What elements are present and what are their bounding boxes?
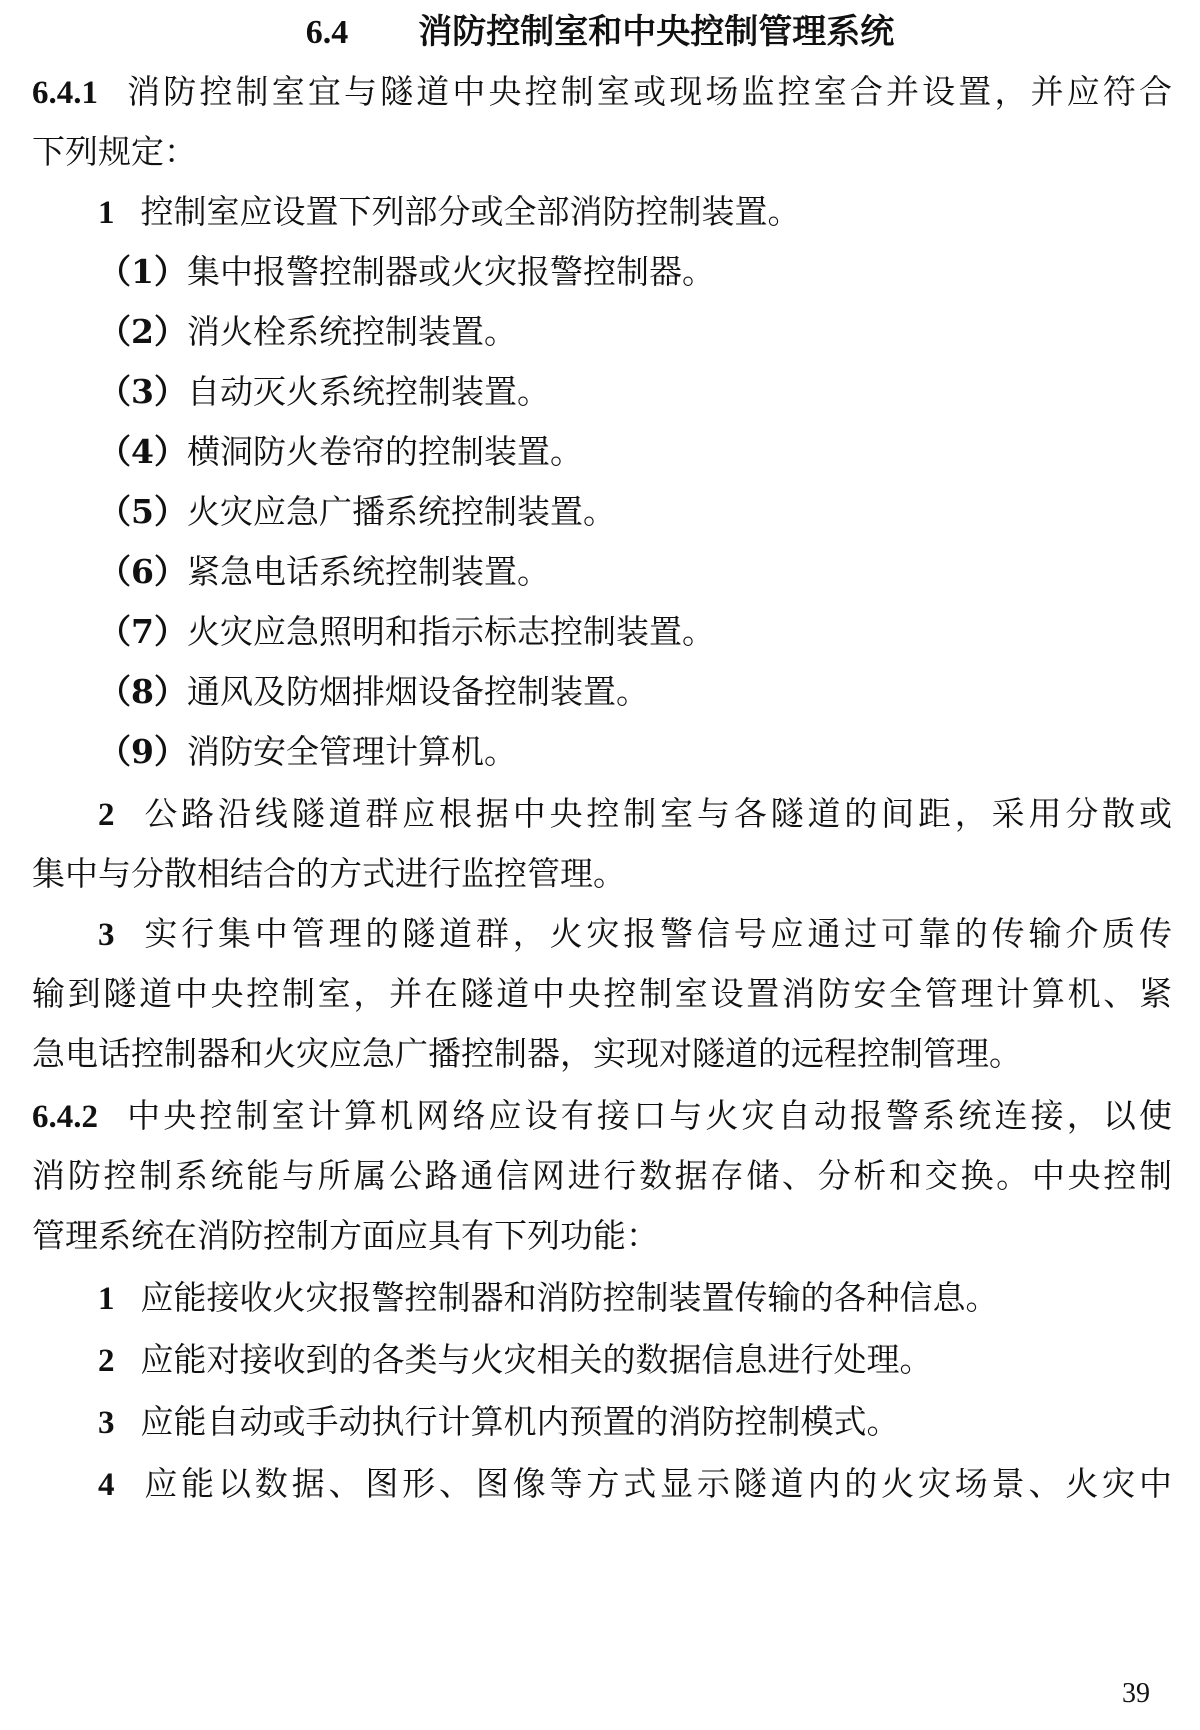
subitem-number: （3） [98,372,187,411]
subitem-7 [98,602,1200,662]
subitem-2 [98,302,1200,362]
subitem-number: （4） [98,432,187,471]
section-number: 6.4 [305,14,349,51]
subitem-text: 消防安全管理计算机。 [186,732,517,771]
item-number: 3 [98,1405,115,1441]
clause-text: 中央控制室计算机网络应设有接口与火灾自动报警系统连接，以使 [124,1096,1172,1135]
item-number: 2 [98,797,115,833]
clause-number: 6.4.1 [32,75,98,111]
item-1 [98,182,1172,242]
subitem-text: 紧急电话系统控制装置。 [186,552,550,591]
subitem-text: 集中报警控制器或火灾报警控制器。 [186,252,715,291]
clause-641-line-1 [32,62,1172,122]
item-text: 应能接收火灾报警控制器和消防控制装置传输的各种信息。 [140,1278,999,1317]
item-number: 1 [98,195,115,231]
function-item-2 [98,1330,1172,1390]
item-text: 公路沿线隧道群应根据中央控制室与各隧道的间距，采用分散或 [140,794,1172,833]
clause-number: 6.4.2 [32,1099,98,1135]
item-text: 实行集中管理的隧道群，火灾报警信号应通过可靠的传输介质传 [140,914,1172,953]
subitem-text: 消火栓系统控制装置。 [186,312,517,351]
subitem-6 [98,542,1200,602]
item-2-line-1 [98,784,1172,844]
section-heading [0,2,1200,63]
clause-642-line-2: 消防控制系统能与所属公路通信网进行数据存储、分析和交换。中央控制 [32,1156,1172,1195]
subitem-number: （1） [98,252,187,291]
subitem-text: 火灾应急照明和指示标志控制装置。 [186,612,715,651]
subitem-1 [98,242,1200,302]
item-text: 控制室应设置下列部分或全部消防控制装置。 [140,192,801,231]
item-3-line-1 [98,904,1172,964]
function-item-3 [98,1392,1172,1452]
item-number: 4 [98,1467,115,1503]
subitem-number: （8） [98,672,187,711]
subitem-8 [98,662,1200,722]
clause-642-line-1 [32,1086,1172,1146]
subitem-number: （6） [98,552,187,591]
subitem-number: （5） [98,492,187,531]
item-text: 应能以数据、图形、图像等方式显示隧道内的火灾场景、火灾中 [140,1464,1172,1503]
subitem-9 [98,722,1200,782]
clause-text: 消防控制室宜与隧道中央控制室或现场监控室合并设置，并应符合 [124,72,1172,111]
item-number: 2 [98,1343,115,1379]
subitem-number: （7） [98,612,187,651]
item-number: 1 [98,1281,115,1317]
item-2-line-2: 集中与分散相结合的方式进行监控管理。 [32,854,626,893]
section-title: 消防控制室和中央控制管理系统 [418,12,895,52]
item-number: 3 [98,917,115,953]
function-item-4 [98,1454,1172,1514]
subitem-text: 自动灭火系统控制装置。 [186,372,550,411]
item-3-line-3: 急电话控制器和火灾应急广播控制器，实现对隧道的远程控制管理。 [32,1034,1022,1073]
function-item-1 [98,1268,1172,1328]
clause-642-line-3: 管理系统在消防控制方面应具有下列功能： [32,1216,659,1255]
subitem-3 [98,362,1200,422]
item-text: 应能自动或手动执行计算机内预置的消防控制模式。 [140,1402,900,1441]
subitem-number: （9） [98,732,187,771]
subitem-text: 火灾应急广播系统控制装置。 [186,492,616,531]
item-3-line-2: 输到隧道中央控制室，并在隧道中央控制室设置消防安全管理计算机、紧 [32,974,1172,1013]
subitem-number: （2） [98,312,187,351]
subitem-text: 横洞防火卷帘的控制装置。 [186,432,583,471]
clause-641-line-2: 下列规定： [32,132,197,171]
subitem-5 [98,482,1200,542]
page-number: 39 [1122,1678,1150,1709]
subitem-4 [98,422,1200,482]
subitem-text: 通风及防烟排烟设备控制装置。 [186,672,649,711]
item-text: 应能对接收到的各类与火灾相关的数据信息进行处理。 [140,1340,933,1379]
